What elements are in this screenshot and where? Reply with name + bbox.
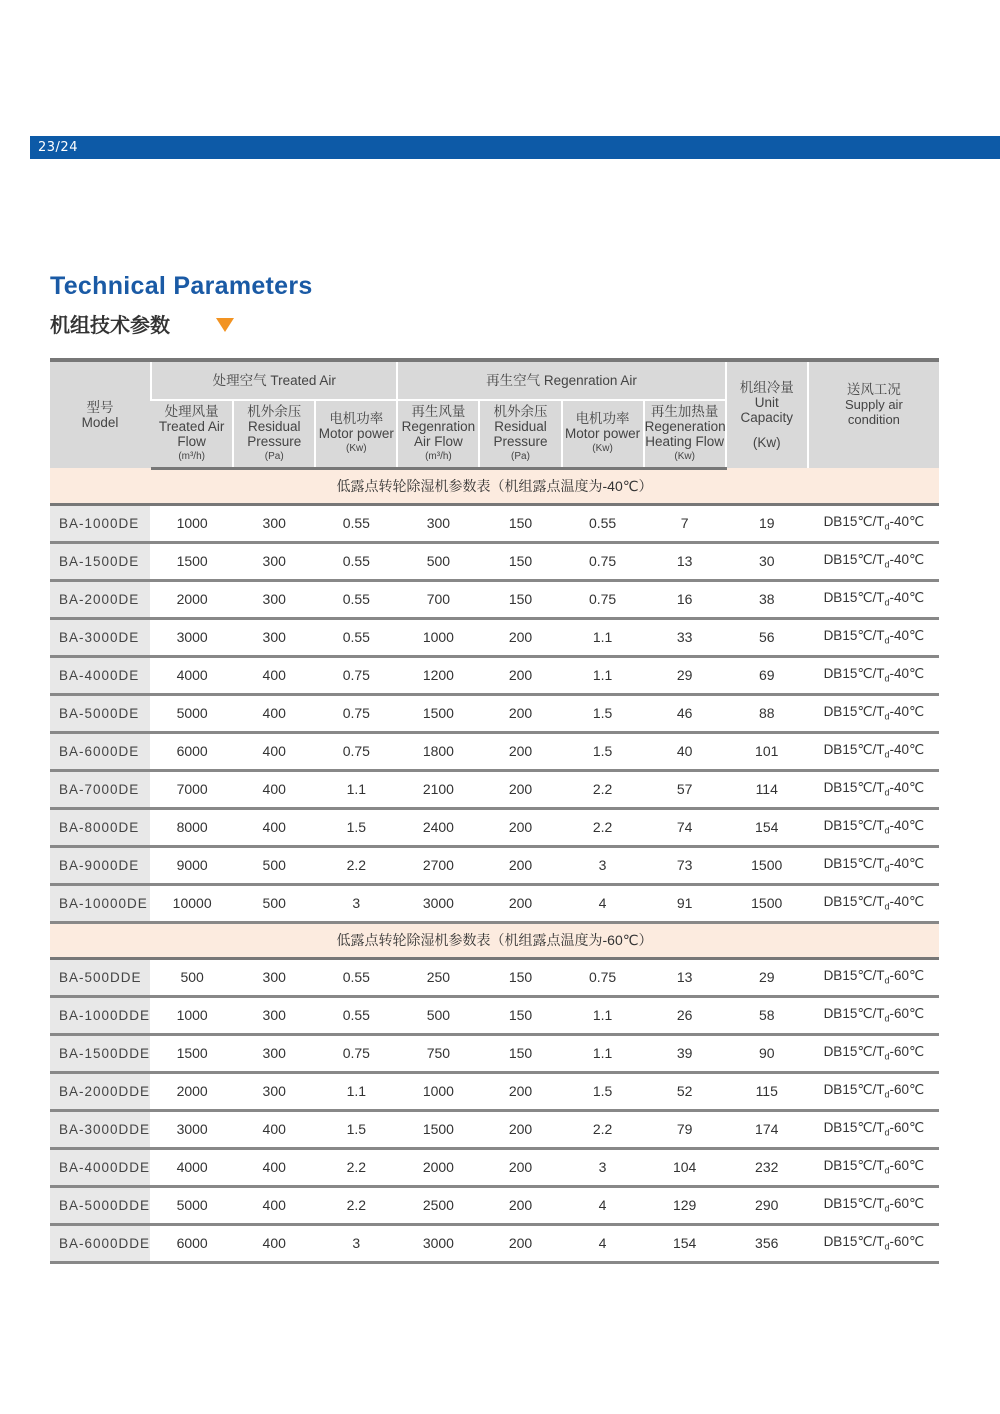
value-cell: 2.2: [562, 770, 644, 808]
value-cell: 2000: [151, 580, 233, 618]
value-cell: 300: [233, 958, 315, 996]
value-cell: 40: [644, 732, 726, 770]
supply-condition-cell: $DB15℃/T_d-40℃$: [808, 884, 939, 922]
value-cell: 300: [233, 996, 315, 1034]
page-title: Technical Parameters: [50, 272, 313, 300]
table-row: [50, 808, 939, 846]
model-cell: BA-9000DE: [50, 846, 151, 884]
value-cell: 6000: [151, 732, 233, 770]
value-cell: 300: [397, 504, 479, 542]
table-row: [50, 996, 939, 1034]
value-cell: 200: [479, 770, 561, 808]
model-cell: BA-1000DDE: [50, 996, 151, 1034]
value-cell: 290: [726, 1186, 808, 1224]
value-cell: 1800: [397, 732, 479, 770]
section-title: 低露点转轮除湿机参数表（机组露点温度为-60℃）: [50, 922, 939, 958]
value-cell: 300: [233, 504, 315, 542]
supply-condition-cell: $DB15℃/T_d-40℃$: [808, 808, 939, 846]
value-cell: 200: [479, 1148, 561, 1186]
value-cell: 500: [233, 846, 315, 884]
value-cell: 400: [233, 770, 315, 808]
supply-condition-cell: $DB15℃/T_d-40℃$: [808, 618, 939, 656]
value-cell: 7: [644, 504, 726, 542]
value-cell: 46: [644, 694, 726, 732]
subheader-col-3: 电机功率 Motor power (Kw): [315, 400, 397, 468]
value-cell: 500: [397, 542, 479, 580]
supply-condition-cell: $DB15℃/T_d-40℃$: [808, 694, 939, 732]
table-row: [50, 1072, 939, 1110]
value-cell: 1500: [397, 694, 479, 732]
supply-condition-cell: $DB15℃/T_d-60℃$: [808, 1224, 939, 1262]
header-regen-air: 再生空气 Regenration Air: [397, 360, 725, 400]
value-cell: 6000: [151, 1224, 233, 1262]
supply-condition-cell: $DB15℃/T_d-40℃$: [808, 732, 939, 770]
value-cell: 4000: [151, 1148, 233, 1186]
value-cell: 1500: [726, 846, 808, 884]
supply-condition-cell: $DB15℃/T_d-40℃$: [808, 770, 939, 808]
value-cell: 750: [397, 1034, 479, 1072]
value-cell: 30: [726, 542, 808, 580]
model-cell: BA-2000DE: [50, 580, 151, 618]
value-cell: 57: [644, 770, 726, 808]
value-cell: 1.5: [562, 694, 644, 732]
value-cell: 38: [726, 580, 808, 618]
section-title: 低露点转轮除湿机参数表（机组露点温度为-40℃）: [50, 468, 939, 504]
value-cell: 1500: [397, 1110, 479, 1148]
value-cell: 1500: [151, 1034, 233, 1072]
value-cell: 2000: [397, 1148, 479, 1186]
table-row: [50, 618, 939, 656]
value-cell: 2.2: [562, 808, 644, 846]
value-cell: 400: [233, 1224, 315, 1262]
value-cell: 200: [479, 694, 561, 732]
value-cell: 1.1: [562, 618, 644, 656]
value-cell: 90: [726, 1034, 808, 1072]
value-cell: 250: [397, 958, 479, 996]
subheader-col-6: 电机功率 Motor power (Kw): [562, 400, 644, 468]
value-cell: 500: [397, 996, 479, 1034]
value-cell: 1000: [397, 1072, 479, 1110]
supply-condition-cell: $DB15℃/T_d-60℃$: [808, 1186, 939, 1224]
model-cell: BA-7000DE: [50, 770, 151, 808]
table-row: [50, 1110, 939, 1148]
value-cell: 150: [479, 504, 561, 542]
value-cell: 150: [479, 996, 561, 1034]
value-cell: 0.55: [562, 504, 644, 542]
value-cell: 0.75: [315, 732, 397, 770]
header-supply-condition: 送风工况 Supply air condition: [808, 360, 939, 468]
value-cell: 3000: [151, 618, 233, 656]
value-cell: 0.75: [562, 542, 644, 580]
value-cell: 1.1: [562, 656, 644, 694]
header-treated-air: 处理空气 Treated Air: [151, 360, 397, 400]
table-row: [50, 884, 939, 922]
value-cell: 0.55: [315, 504, 397, 542]
value-cell: 2.2: [315, 1148, 397, 1186]
table-row: [50, 656, 939, 694]
subheader-col-5: 机外余压 Residual Pressure (Pa): [479, 400, 561, 468]
subheader-col-7: 再生加热量 Regeneration Heating Flow (Kw): [644, 400, 726, 468]
model-cell: BA-1500DE: [50, 542, 151, 580]
table-row: [50, 1034, 939, 1072]
model-cell: BA-1500DDE: [50, 1034, 151, 1072]
value-cell: 0.55: [315, 542, 397, 580]
value-cell: 0.55: [315, 618, 397, 656]
table-row: [50, 542, 939, 580]
value-cell: 4: [562, 1186, 644, 1224]
value-cell: 200: [479, 808, 561, 846]
value-cell: 73: [644, 846, 726, 884]
section-header-row: [50, 922, 939, 958]
value-cell: 150: [479, 580, 561, 618]
value-cell: 150: [479, 958, 561, 996]
value-cell: 200: [479, 1072, 561, 1110]
table-row: [50, 694, 939, 732]
table-row: [50, 770, 939, 808]
value-cell: 1000: [397, 618, 479, 656]
value-cell: 5000: [151, 1186, 233, 1224]
value-cell: 3000: [397, 884, 479, 922]
value-cell: 3000: [397, 1224, 479, 1262]
subheader-col-4: 再生风量 Regenration Air Flow (m³/h): [397, 400, 479, 468]
value-cell: 300: [233, 1072, 315, 1110]
value-cell: 0.55: [315, 580, 397, 618]
model-cell: BA-4000DE: [50, 656, 151, 694]
value-cell: 400: [233, 732, 315, 770]
value-cell: 200: [479, 1186, 561, 1224]
value-cell: 3: [562, 1148, 644, 1186]
triangle-down-icon: [216, 318, 234, 332]
supply-condition-cell: $DB15℃/T_d-40℃$: [808, 656, 939, 694]
supply-condition-cell: $DB15℃/T_d-60℃$: [808, 1148, 939, 1186]
value-cell: 2.2: [315, 846, 397, 884]
value-cell: 400: [233, 656, 315, 694]
value-cell: 1.1: [562, 996, 644, 1034]
value-cell: 1500: [151, 542, 233, 580]
value-cell: 400: [233, 694, 315, 732]
value-cell: 0.55: [315, 996, 397, 1034]
table-row: [50, 1148, 939, 1186]
value-cell: 700: [397, 580, 479, 618]
model-cell: BA-1000DE: [50, 504, 151, 542]
value-cell: 300: [233, 1034, 315, 1072]
value-cell: 2700: [397, 846, 479, 884]
value-cell: 13: [644, 542, 726, 580]
value-cell: 200: [479, 1224, 561, 1262]
value-cell: 29: [644, 656, 726, 694]
value-cell: 200: [479, 846, 561, 884]
value-cell: 232: [726, 1148, 808, 1186]
value-cell: 0.75: [315, 694, 397, 732]
supply-condition-cell: $DB15℃/T_d-60℃$: [808, 1034, 939, 1072]
value-cell: 300: [233, 580, 315, 618]
value-cell: 10000: [151, 884, 233, 922]
model-cell: BA-10000DE: [50, 884, 151, 922]
supply-condition-cell: $DB15℃/T_d-40℃$: [808, 504, 939, 542]
value-cell: 114: [726, 770, 808, 808]
value-cell: 300: [233, 618, 315, 656]
value-cell: 58: [726, 996, 808, 1034]
value-cell: 0.75: [315, 656, 397, 694]
value-cell: 3: [562, 846, 644, 884]
value-cell: 88: [726, 694, 808, 732]
table-row: [50, 958, 939, 996]
supply-condition-cell: $DB15℃/T_d-40℃$: [808, 846, 939, 884]
value-cell: 69: [726, 656, 808, 694]
value-cell: 1500: [726, 884, 808, 922]
value-cell: 0.75: [562, 580, 644, 618]
value-cell: 3: [315, 1224, 397, 1262]
value-cell: 1.1: [315, 1072, 397, 1110]
value-cell: 1000: [151, 504, 233, 542]
value-cell: 19: [726, 504, 808, 542]
value-cell: 356: [726, 1224, 808, 1262]
value-cell: 1000: [151, 996, 233, 1034]
value-cell: 400: [233, 1148, 315, 1186]
header-model: 型号 Model: [50, 360, 151, 468]
value-cell: 400: [233, 1110, 315, 1148]
page-number: 23/24: [38, 140, 78, 155]
page-subtitle: 机组技术参数: [50, 313, 170, 337]
value-cell: 154: [726, 808, 808, 846]
supply-condition-cell: $DB15℃/T_d-60℃$: [808, 958, 939, 996]
model-cell: BA-2000DDE: [50, 1072, 151, 1110]
table-row: [50, 1224, 939, 1262]
value-cell: 2.2: [315, 1186, 397, 1224]
subheader-col-2: 机外余压 Residual Pressure (Pa): [233, 400, 315, 468]
value-cell: 500: [151, 958, 233, 996]
value-cell: 33: [644, 618, 726, 656]
header-capacity: 机组冷量 Unit Capacity (Kw): [726, 360, 808, 468]
table-row: [50, 504, 939, 542]
value-cell: 0.75: [562, 958, 644, 996]
value-cell: 5000: [151, 694, 233, 732]
value-cell: 1.5: [315, 1110, 397, 1148]
model-cell: BA-500DDE: [50, 958, 151, 996]
value-cell: 0.55: [315, 958, 397, 996]
supply-condition-cell: $DB15℃/T_d-60℃$: [808, 1110, 939, 1148]
table-row: [50, 846, 939, 884]
model-cell: BA-4000DDE: [50, 1148, 151, 1186]
value-cell: 9000: [151, 846, 233, 884]
value-cell: 2100: [397, 770, 479, 808]
value-cell: 26: [644, 996, 726, 1034]
model-cell: BA-5000DE: [50, 694, 151, 732]
value-cell: 200: [479, 732, 561, 770]
value-cell: 16: [644, 580, 726, 618]
value-cell: 0.75: [315, 1034, 397, 1072]
supply-condition-cell: $DB15℃/T_d-40℃$: [808, 580, 939, 618]
value-cell: 4: [562, 1224, 644, 1262]
value-cell: 200: [479, 1110, 561, 1148]
value-cell: 2.2: [562, 1110, 644, 1148]
value-cell: 3: [315, 884, 397, 922]
value-cell: 1.1: [562, 1034, 644, 1072]
model-cell: BA-3000DDE: [50, 1110, 151, 1148]
table-row: [50, 580, 939, 618]
model-cell: BA-8000DE: [50, 808, 151, 846]
table-row: [50, 1186, 939, 1224]
value-cell: 4000: [151, 656, 233, 694]
value-cell: 1.5: [315, 808, 397, 846]
table-row: [50, 732, 939, 770]
value-cell: 129: [644, 1186, 726, 1224]
value-cell: 200: [479, 656, 561, 694]
model-cell: BA-6000DDE: [50, 1224, 151, 1262]
value-cell: 7000: [151, 770, 233, 808]
value-cell: 150: [479, 542, 561, 580]
subheader-col-1: 处理风量 Treated Air Flow (m³/h): [151, 400, 233, 468]
value-cell: 8000: [151, 808, 233, 846]
value-cell: 1.5: [562, 732, 644, 770]
value-cell: 115: [726, 1072, 808, 1110]
value-cell: 104: [644, 1148, 726, 1186]
value-cell: 154: [644, 1224, 726, 1262]
value-cell: 300: [233, 542, 315, 580]
model-cell: BA-6000DE: [50, 732, 151, 770]
supply-condition-cell: $DB15℃/T_d-60℃$: [808, 1072, 939, 1110]
model-cell: BA-3000DE: [50, 618, 151, 656]
value-cell: 13: [644, 958, 726, 996]
value-cell: 500: [233, 884, 315, 922]
value-cell: 56: [726, 618, 808, 656]
value-cell: 4: [562, 884, 644, 922]
value-cell: 1.5: [562, 1072, 644, 1110]
parameters-table: [50, 358, 939, 1264]
value-cell: 174: [726, 1110, 808, 1148]
value-cell: 1.1: [315, 770, 397, 808]
section-header-row: [50, 468, 939, 504]
value-cell: 101: [726, 732, 808, 770]
value-cell: 400: [233, 1186, 315, 1224]
value-cell: 1200: [397, 656, 479, 694]
value-cell: 74: [644, 808, 726, 846]
value-cell: 29: [726, 958, 808, 996]
model-cell: BA-5000DDE: [50, 1186, 151, 1224]
value-cell: 2400: [397, 808, 479, 846]
value-cell: 79: [644, 1110, 726, 1148]
value-cell: 3000: [151, 1110, 233, 1148]
value-cell: 2000: [151, 1072, 233, 1110]
value-cell: 200: [479, 618, 561, 656]
value-cell: 52: [644, 1072, 726, 1110]
value-cell: 91: [644, 884, 726, 922]
value-cell: 200: [479, 884, 561, 922]
supply-condition-cell: $DB15℃/T_d-60℃$: [808, 996, 939, 1034]
header-band: [30, 136, 1000, 159]
value-cell: 150: [479, 1034, 561, 1072]
value-cell: 400: [233, 808, 315, 846]
supply-condition-cell: $DB15℃/T_d-40℃$: [808, 542, 939, 580]
value-cell: 39: [644, 1034, 726, 1072]
value-cell: 2500: [397, 1186, 479, 1224]
